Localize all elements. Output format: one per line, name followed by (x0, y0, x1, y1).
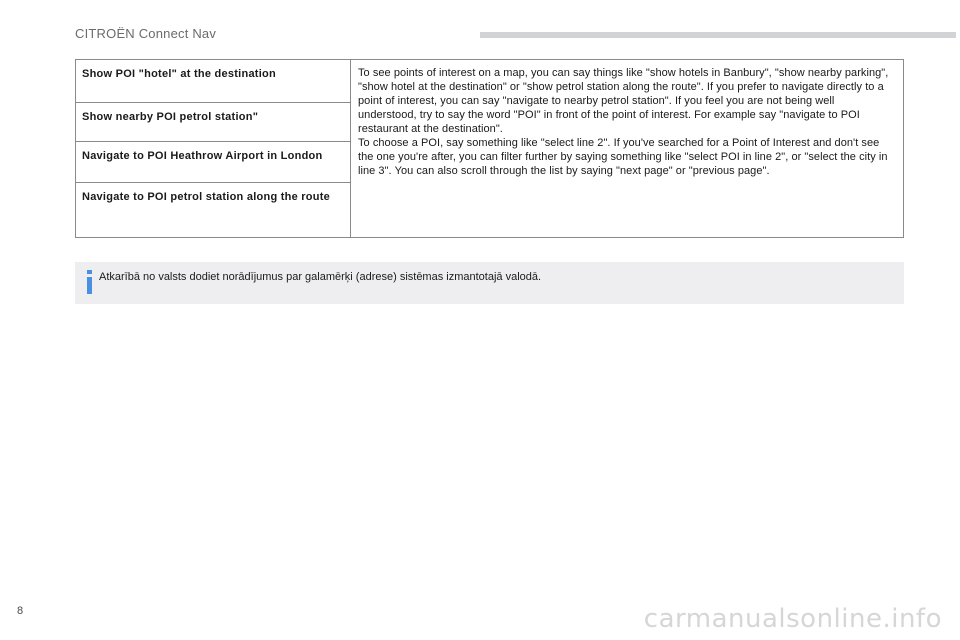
header-divider-bar (480, 32, 956, 38)
table-row (76, 60, 904, 103)
page-header-title: CITROËN Connect Nav (75, 26, 217, 41)
description-cell (351, 60, 904, 238)
command-cell: Navigate to POI petrol station along the route (76, 183, 351, 238)
description-paragraph: To choose a POI, say something like "select line 2". If you've searched for a Point of Interest and don't see the one you're after, you can filter further by saying something like "select POI in line 2", or "select the city in line 3". You can also scroll through the list by saying "next page" or "previous page". (358, 137, 888, 177)
info-note-text: Atkarībā no valsts dodiet norādījumus par galamērķi (adrese) sistēmas izmantotajā valodā. (99, 271, 542, 283)
info-icon (85, 270, 95, 294)
command-cell: Show nearby POI petrol station" (76, 103, 351, 142)
page-number: 8 (17, 605, 24, 617)
command-cell: Show POI "hotel" at the destination (76, 60, 351, 103)
description-paragraph: To see points of interest on a map, you can say things like "show hotels in Banbury", "show nearby parking", "show hotel at the destination" or "show petrol station along the route". If you prefer to navigate directly to a point of interest, you can say "navigate to nearby petrol station". If you feel you are not being well understood, try to say the word "POI" in front of the point of interest. For example say "navigate to POI restaurant at the destination". (358, 67, 889, 135)
site-watermark: carmanualsonline.info (643, 604, 942, 634)
voice-commands-table (75, 59, 904, 238)
info-note-box (75, 262, 904, 304)
command-cell: Navigate to POI Heathrow Airport in London (76, 142, 351, 183)
